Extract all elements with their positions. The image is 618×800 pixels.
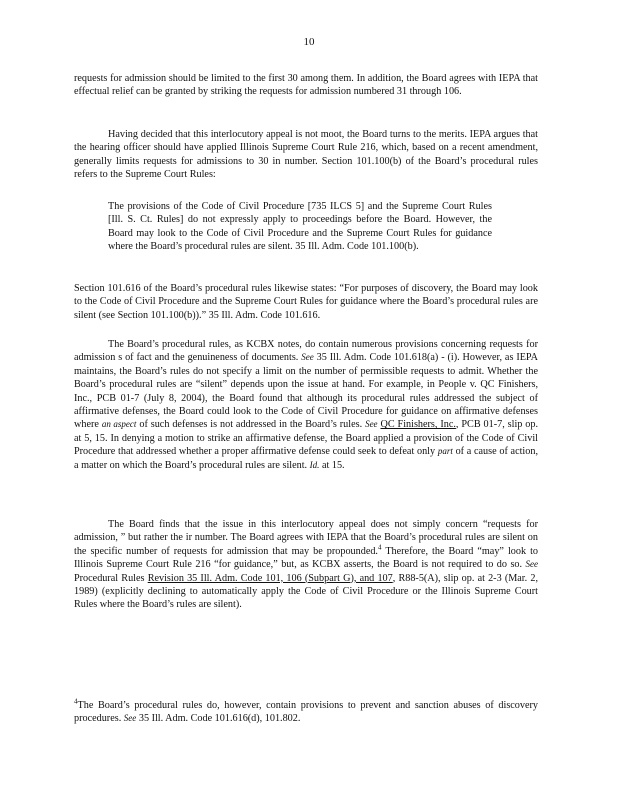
paragraph-procedural-rules <box>74 338 538 472</box>
signal-see: See <box>301 352 314 363</box>
signal-see: See <box>365 419 378 430</box>
paragraph-text: Section 101.616 of the Board’s procedural rules likewise states: “For purposes of discovery, the Board may look to the Code of Civil Procedure and the Supreme Court Rules for guidance where the Board’s procedural rules are silent (see Section 101.100(b)).” 35 Ill. Adm. Code 101.616. <box>74 283 538 321</box>
text-run: 35 Ill. Adm. Code 101.618(a) - (i). However, as IEPA maintains, the Board’s rules do not specify a limit on the number of permissible requests to admit. Whether the Board’s procedural rules are “silent” depends upon the issue at hand. For example, in People v. QC Finishers, Inc., PCB 01-7 (July 8, 2004), the Board found that although its procedural rules addressed the subject of affirmative defenses, the Board could look to the Code of Civil Procedure for guidance on affirmative defenses where <box>74 352 539 431</box>
signal-id: Id. <box>309 459 320 470</box>
text-run: The Board finds that the issue in this interlocutory appeal does not simply concern “requests for admission, ” but rather the ir number. The Board agrees with IEPA that the Board’s procedural rules are silent on the specific number of requests for admission that may be propounded. <box>74 519 538 557</box>
footnote-mark: 4 <box>74 697 78 706</box>
paragraph-section-101-616 <box>74 282 538 322</box>
paragraph-text: requests for admission should be limited to the first 30 among them. In addition, the Board agrees with IEPA that effectual relief can be granted by striking the requests for admission numbered 31 through 106. <box>74 73 538 98</box>
paragraph-text <box>74 518 538 612</box>
paragraph-text: Having decided that this interlocutory appeal is not moot, the Board turns to the merits. IEPA argues that the hearing officer should have applied Illinois Supreme Court Rule 216, which, based on a recent amendment, generally limits requests for admissions to 30 in number. Section 101.100(b) of the Board’s procedural rules refers to the Supreme Court Rules: <box>74 129 538 181</box>
signal-see: See <box>525 559 539 570</box>
emphasis-part: part <box>437 446 453 457</box>
case-name: QC Finishers, Inc. <box>380 419 456 431</box>
paragraph-continuation <box>74 72 538 99</box>
footnote <box>74 699 538 726</box>
paragraph-text <box>74 338 538 472</box>
text-run: , R88-5(A), slip op. at 2-3 (Mar. 2, 1989) (explicitly declining to automatically apply the Code of Civil Procedure or the Illinois Supreme Court Rules where the Board’s rules are silent). <box>74 572 538 611</box>
paragraph-merits <box>74 128 538 182</box>
text-run: of a cause of action, a matter on which the Board’s procedural rules are silent. <box>74 446 538 471</box>
footnote-reference: 4 <box>377 543 382 552</box>
text-run: of such defenses is not addressed in the Board’s rules. <box>139 419 363 431</box>
text-run: , PCB 01-7, slip op. at 5, 15. In denying a motion to strike an affirmative defense, the Board applied a provision of the Code of Civil Procedure that addressed whether a proper affirmative defense could seek to defeat only <box>74 419 539 458</box>
footnote-text <box>74 699 538 726</box>
emphasis-an-aspect: an aspect <box>101 419 137 430</box>
text-run: 35 Ill. Adm. Code 101.616(d), 101.802. <box>138 713 301 725</box>
signal-see: See <box>123 713 137 724</box>
text-run: The Board’s procedural rules, as KCBX notes, do contain numerous provisions concerning requests for admission s of fact and the genuineness of documents. <box>74 339 538 364</box>
paragraph-board-finds <box>74 518 538 612</box>
text-run: at 15. <box>321 459 345 471</box>
text-run: Procedural Rules <box>74 572 145 584</box>
text-run: The Board’s procedural rules do, however, contain provisions to prevent and sanction abuses of discovery procedures. <box>74 700 538 725</box>
page-number: 10 <box>303 36 315 48</box>
text-run: Therefore, the Board “may” look to Illinois Supreme Court Rule 216 “for guidance,” but, as KCBX asserts, the Board is not required to do so. <box>74 545 538 571</box>
block-quote <box>108 200 492 254</box>
quote-text: The provisions of the Code of Civil Procedure [735 ILCS 5] and the Supreme Court Rules [Ill. S. Ct. Rules] do not expressly apply to proceedings before the Board. However, the Board may look to the Code of Civil Procedure and the Supreme Court Rules for guidance where the Board’s procedural rules are silent. 35 Ill. Adm. Code 101.100(b). <box>108 201 492 253</box>
citation: Revision 35 Ill. Adm. Code 101, 106 (Subpart G), and 107 <box>147 572 393 584</box>
